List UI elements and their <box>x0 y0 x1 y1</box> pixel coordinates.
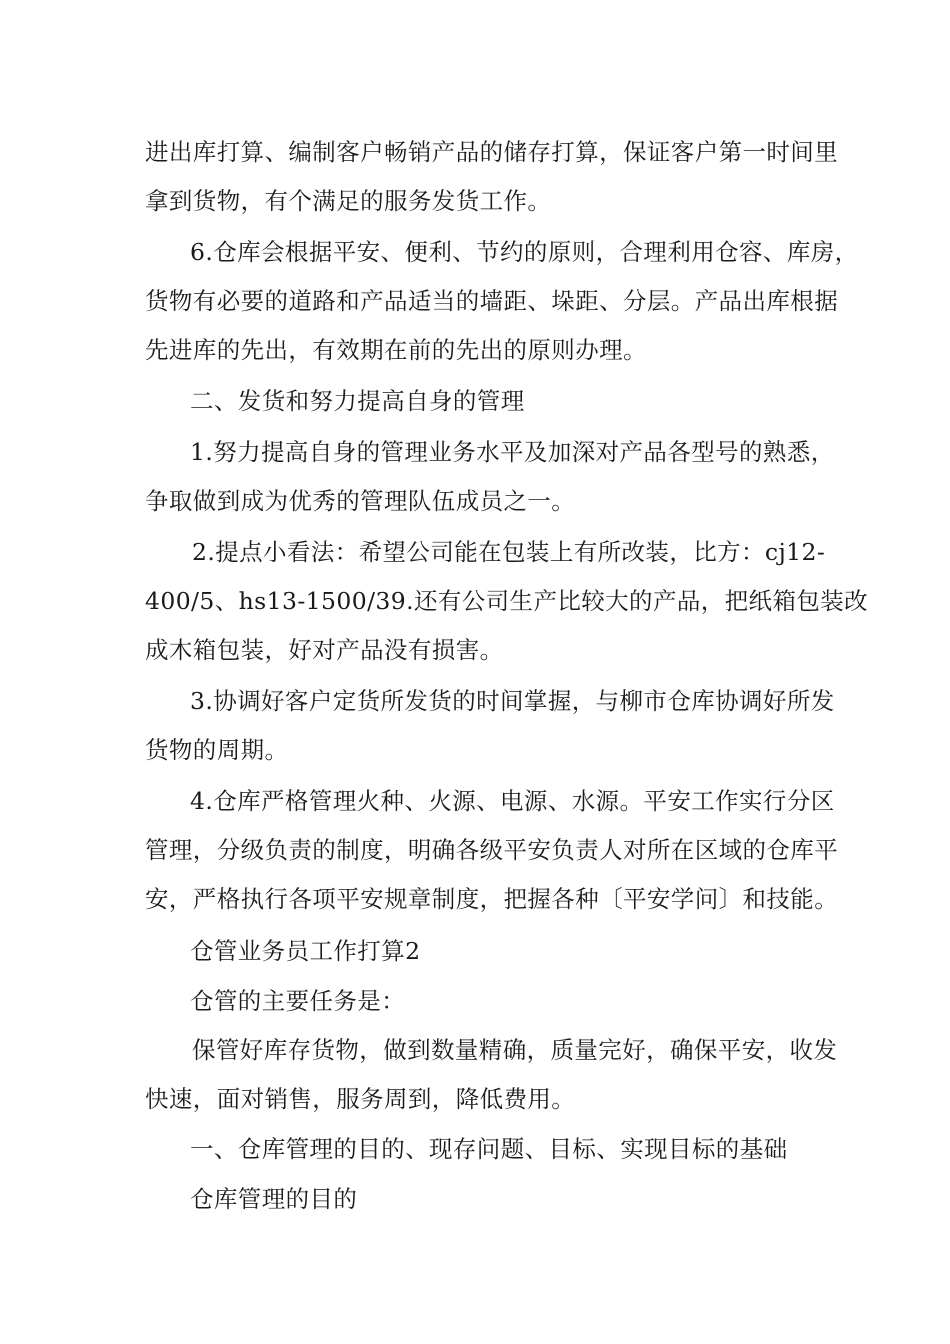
text-line: 先进库的先出，有效期在前的先出的原则办理。 <box>145 336 647 364</box>
text-line: 2.提点小看法：希望公司能在包装上有所改装，比方：cj12- <box>192 538 826 566</box>
text-line: 进出库打算、编制客户畅销产品的储存打算，保证客户第一时间里 <box>145 138 839 166</box>
text-line: 4.仓库严格管理火种、火源、电源、水源。平安工作实行分区 <box>190 787 835 815</box>
text-line: 快速，面对销售，服务周到，降低费用。 <box>145 1085 576 1113</box>
section-heading: 二、发货和努力提高自身的管理 <box>190 387 525 415</box>
text-line: 1.努力提高自身的管理业务水平及加深对产品各型号的熟悉， <box>190 438 835 466</box>
text-line: 6.仓库会根据平安、便利、节约的原则，合理利用仓容、库房， <box>190 238 859 266</box>
text-line: 管理，分级负责的制度，明确各级平安负责人对所在区域的仓库平 <box>145 836 839 864</box>
text-line: 争取做到成为优秀的管理队伍成员之一。 <box>145 487 576 515</box>
text-line: 仓管的主要任务是： <box>190 987 406 1015</box>
text-line: 拿到货物，有个满足的服务发货工作。 <box>145 187 552 215</box>
text-line: 保管好库存货物，做到数量精确，质量完好，确保平安，收发 <box>192 1036 838 1064</box>
section-heading: 一、仓库管理的目的、现存问题、目标、实现目标的基础 <box>190 1135 788 1163</box>
text-line: 安，严格执行各项平安规章制度，把握各种〔平安学问〕和技能。 <box>145 885 839 913</box>
subsection-heading: 仓库管理的目的 <box>190 1185 358 1213</box>
text-line: 成木箱包装，好对产品没有损害。 <box>145 636 504 664</box>
text-line: 400/5、hs13-1500/39.还有公司生产比较大的产品，把纸箱包装改 <box>145 587 869 615</box>
text-line: 货物有必要的道路和产品适当的墙距、垛距、分层。产品出库根据 <box>145 287 839 315</box>
section-heading: 仓管业务员工作打算2 <box>190 937 421 965</box>
text-line: 3.协调好客户定货所发货的时间掌握，与柳市仓库协调好所发 <box>190 687 835 715</box>
text-line: 货物的周期。 <box>145 736 289 764</box>
